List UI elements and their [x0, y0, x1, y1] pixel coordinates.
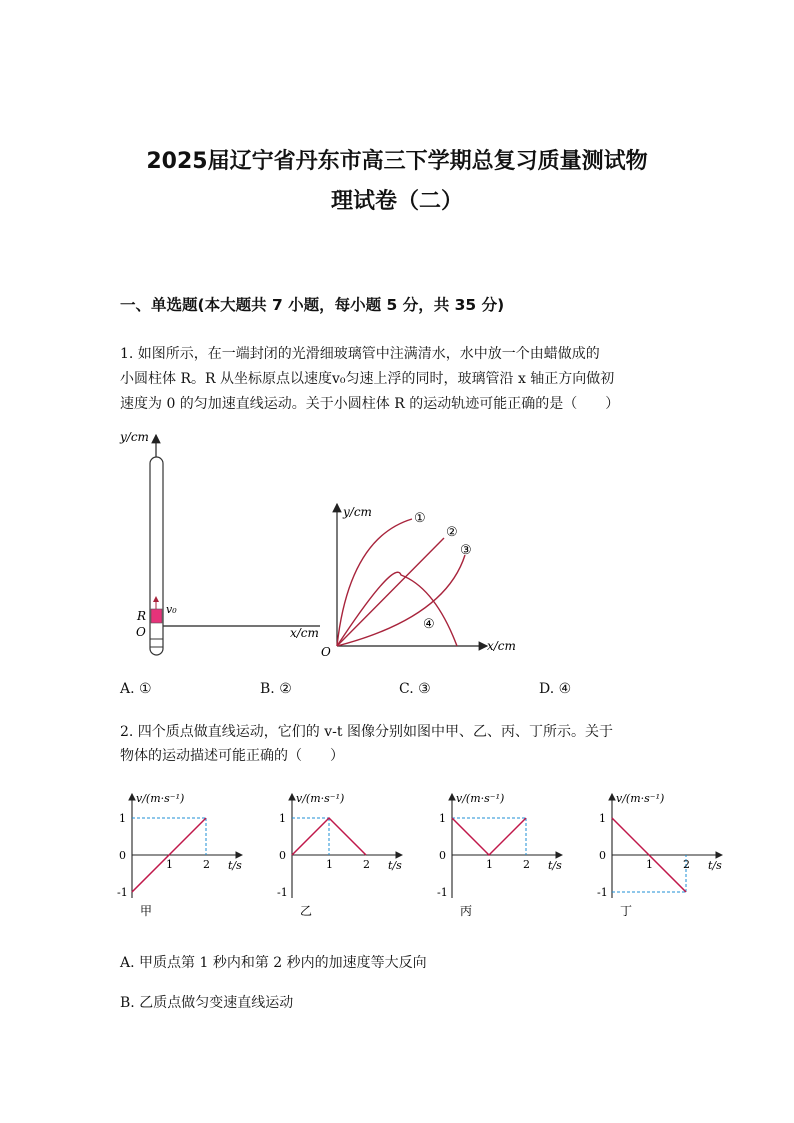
vt-x-tick-label: 2: [523, 858, 530, 871]
vt-x-axis-label: t/s: [708, 859, 722, 872]
tube-origin-label: O: [136, 625, 146, 639]
glass-tube: [150, 457, 163, 655]
curve-2-label: ②: [446, 525, 458, 540]
vt-y-tick-label: -1: [277, 886, 288, 899]
traj-origin-label: O: [321, 645, 331, 659]
vt-y-tick-label: 0: [439, 849, 446, 862]
vt-y-tick-label: 1: [439, 812, 446, 825]
document-title-line1: 2025届辽宁省丹东市高三下学期总复习质量测试物: [146, 149, 648, 174]
tube-x-axis-label: x/cm: [290, 626, 319, 640]
q2-option-b[interactable]: B. 乙质点做匀变速直线运动: [120, 995, 294, 1011]
vt-graph-name: 丙: [460, 904, 473, 918]
curve-1-label: ①: [414, 511, 426, 526]
q1-option-c[interactable]: C. ③: [399, 681, 431, 697]
vt-y-tick-label: 1: [599, 812, 606, 825]
q1-text-line1: 1. 如图所示，在一端封闭的光滑细玻璃管中注满清水，水中放一个由蜡做成的: [120, 346, 600, 362]
q1-figure-tube: [110, 425, 330, 660]
vt-series-line-3: [452, 818, 526, 855]
q1-text-line3: 速度为 0 的匀加速直线运动。关于小圆柱体 R 的运动轨迹可能正确的是（ ）: [120, 396, 620, 412]
vt-y-tick-label: 1: [279, 812, 286, 825]
q1-option-d[interactable]: D. ④: [539, 681, 572, 697]
velocity-label: v₀: [166, 603, 177, 616]
q2-text-line2: 物体的运动描述可能正确的（ ）: [120, 748, 344, 764]
vt-y-tick-label: -1: [437, 886, 448, 899]
traj-x-axis-label: x/cm: [487, 639, 516, 653]
curve-3-label: ③: [460, 543, 472, 558]
vt-x-tick-label: 1: [646, 858, 653, 871]
vt-y-tick-label: -1: [597, 886, 608, 899]
curve-4-label: ④: [423, 617, 435, 632]
wax-cylinder: [151, 609, 162, 623]
q1-text-line2: 小圆柱体 R。R 从坐标原点以速度v₀匀速上浮的同时，玻璃管沿 x 轴正方向做初: [120, 371, 615, 387]
vt-y-axis-label: v/(m·s⁻¹): [456, 792, 505, 805]
q1-figure-trajectories: [315, 498, 530, 663]
vt-x-tick-label: 1: [326, 858, 333, 871]
vt-y-tick-label: 0: [599, 849, 606, 862]
document-title-line2: 理试卷（二）: [330, 189, 463, 214]
vt-graph-name: 丁: [620, 904, 633, 918]
vt-x-tick-label: 1: [166, 858, 173, 871]
vt-graph-name: 甲: [140, 904, 153, 918]
cylinder-label: R: [137, 609, 147, 623]
q2-vt-graphs: [100, 788, 740, 928]
vt-x-tick-label: 1: [486, 858, 493, 871]
vt-y-axis-label: v/(m·s⁻¹): [616, 792, 665, 805]
q1-option-b[interactable]: B. ②: [260, 681, 292, 697]
vt-x-axis-label: t/s: [388, 859, 402, 872]
vt-y-tick-label: 0: [119, 849, 126, 862]
vt-x-tick-label: 2: [363, 858, 370, 871]
vt-x-tick-label: 2: [683, 858, 690, 871]
vt-y-tick-label: 1: [119, 812, 126, 825]
vt-graph-name: 乙: [300, 904, 313, 918]
q2-text-line1: 2. 四个质点做直线运动，它们的 v-t 图像分别如图中甲、乙、丙、丁所示。关于: [120, 724, 613, 740]
section-heading: 一、单选题(本大题共 7 小题，每小题 5 分，共 35 分): [120, 296, 505, 314]
vt-y-axis-label: v/(m·s⁻¹): [296, 792, 345, 805]
vt-x-axis-label: t/s: [228, 859, 242, 872]
tube-y-axis-label: y/cm: [120, 430, 149, 444]
vt-y-axis-label: v/(m·s⁻¹): [136, 792, 185, 805]
vt-y-tick-label: 0: [279, 849, 286, 862]
q2-option-a[interactable]: A. 甲质点第 1 秒内和第 2 秒内的加速度等大反向: [120, 955, 427, 971]
q1-option-a[interactable]: A. ①: [120, 681, 152, 697]
vt-y-tick-label: -1: [117, 886, 128, 899]
vt-x-axis-label: t/s: [548, 859, 562, 872]
vt-x-tick-label: 2: [203, 858, 210, 871]
curve-4: [337, 572, 457, 646]
traj-y-axis-label: y/cm: [343, 505, 372, 519]
curve-3: [337, 555, 465, 646]
